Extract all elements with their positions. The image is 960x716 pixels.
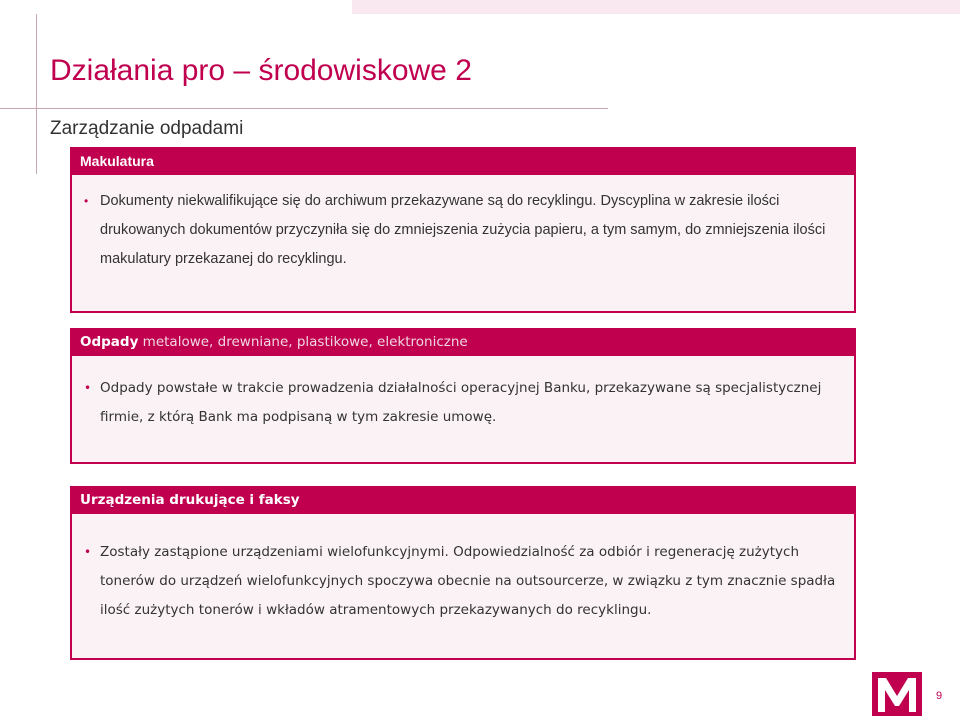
section-body (70, 514, 856, 660)
slide-title: Działania pro – środowiskowe 2 (50, 54, 472, 87)
section-header (70, 328, 856, 356)
m-logo-icon (872, 672, 922, 716)
section-urzadzenia (70, 486, 856, 660)
section-header (70, 486, 856, 514)
title-divider (0, 108, 608, 109)
bullet-icon: • (84, 545, 92, 559)
top-decor-bar (352, 0, 960, 14)
bullet-text: Dokumenty niekwalifikujące się do archiwum przekazywane są do recyklingu. Dyscyplina w zakresie ilości drukowanych dokumentów przyczyniła się do zmniejszenia zużycia papieru, a tym samym, do zmniejszenia ilości makulatury przekazanej do recyklingu. (100, 193, 826, 267)
section-header-rest: metalowe, drewniane, plastikowe, elektroniczne (138, 334, 468, 350)
bullet-icon: • (84, 381, 92, 395)
slide-subtitle: Zarządzanie odpadami (50, 118, 244, 139)
list-item (82, 187, 844, 274)
section-makulatura (70, 147, 856, 313)
vertical-divider (36, 14, 37, 174)
section-header (70, 147, 856, 175)
list-item (82, 374, 844, 432)
page-number: 9 (936, 690, 943, 702)
section-body (70, 356, 856, 464)
list-item (82, 538, 844, 625)
bullet-text: Zostały zastąpione urządzeniami wielofunkcyjnymi. Odpowiedzialność za odbiór i regenerację zużytych tonerów do urządzeń wielofunkcyjnych spoczywa obecnie na outsourcerze, w związku z tym znacznie spadła ilość zużytych tonerów i wkładów atramentowych przekazywanych do recyklingu. (100, 544, 836, 618)
bullet-text: Odpady powstałe w trakcie prowadzenia działalności operacyjnej Banku, przekazywane są specjalistycznej firmie, z którą Bank ma podpisaną w tym zakresie umowę. (100, 380, 822, 425)
section-body (70, 175, 856, 313)
section-header-bold: Makulatura (80, 153, 154, 169)
section-header-bold: Odpady (80, 334, 139, 350)
section-header-bold: Urządzenia drukujące i faksy (80, 492, 300, 508)
bullet-icon: • (84, 194, 89, 208)
section-odpady (70, 328, 856, 464)
